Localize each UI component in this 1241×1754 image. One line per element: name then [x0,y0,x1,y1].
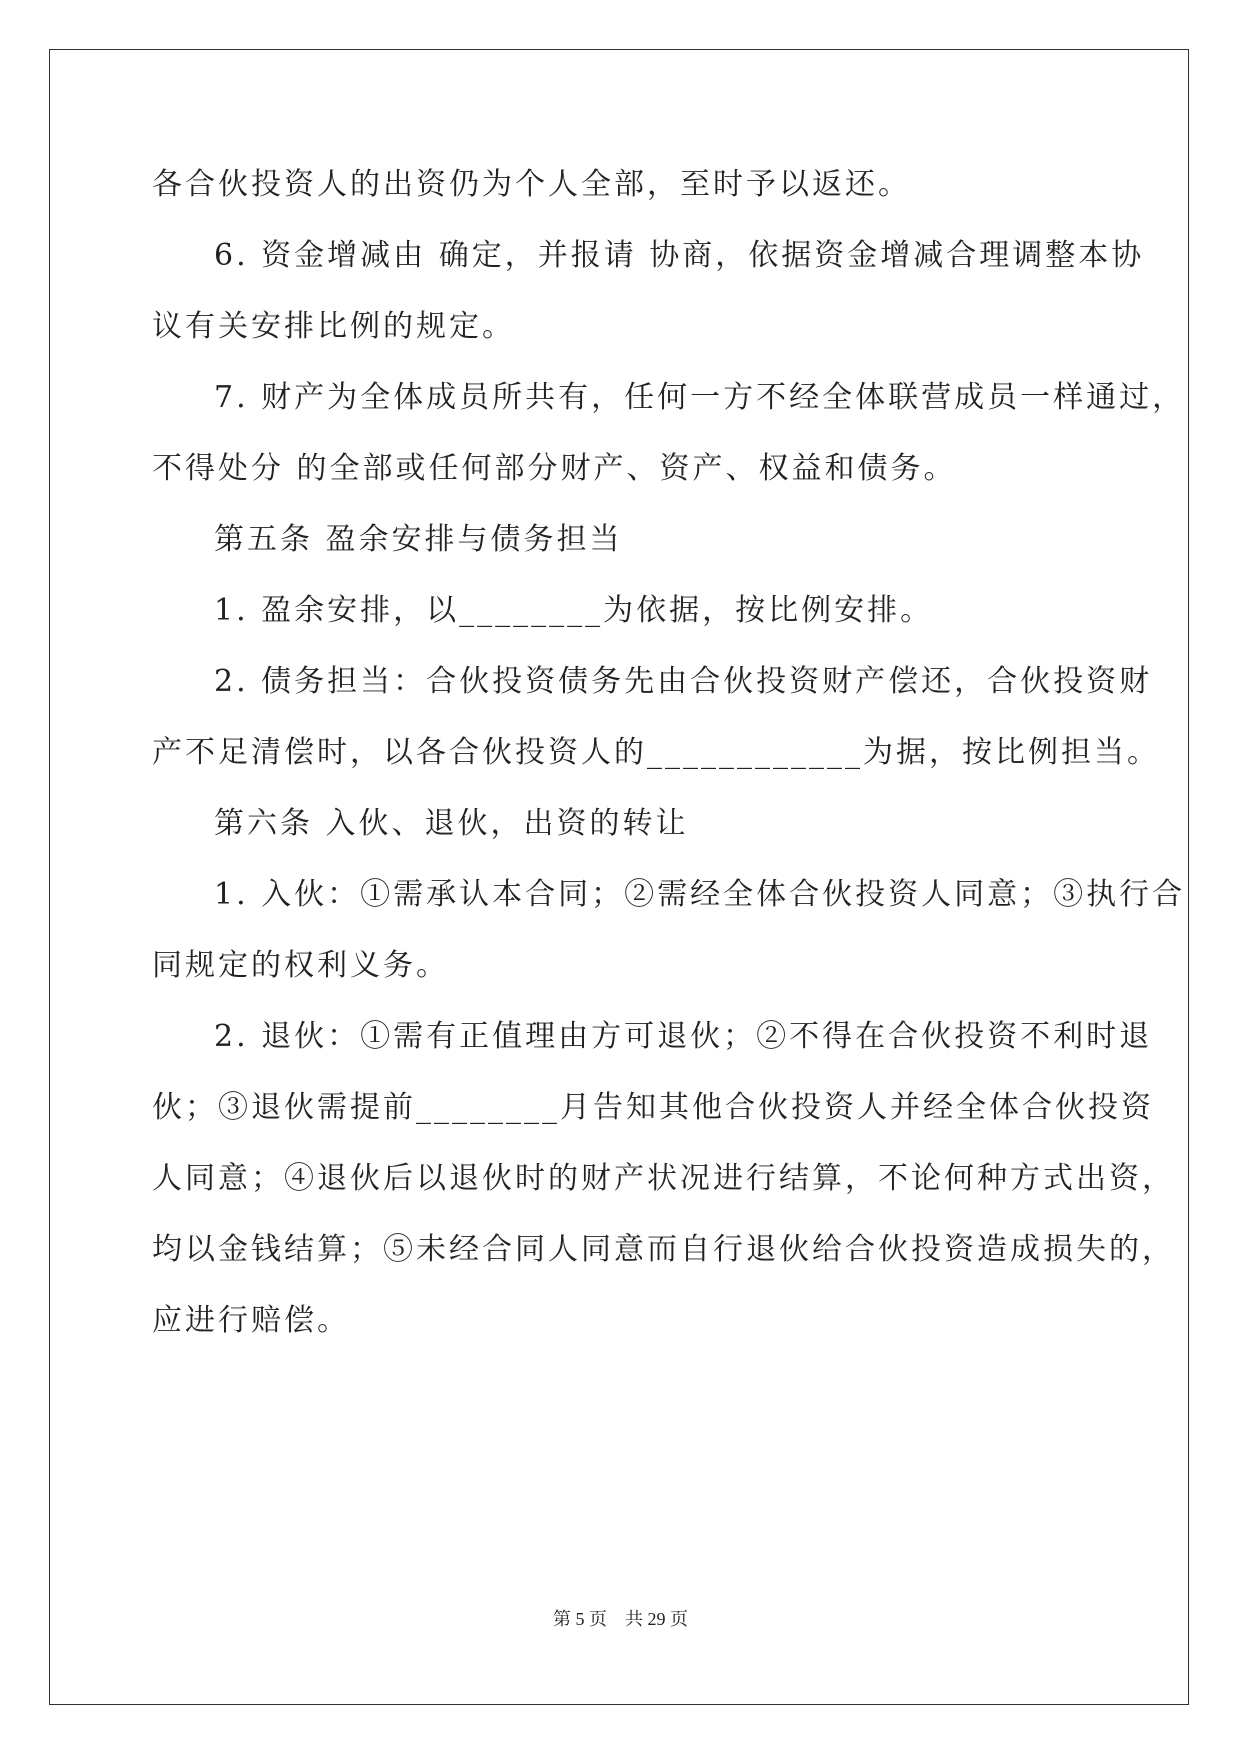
paragraph-line: 2. 债务担当：合伙投资债务先由合伙投资财产偿还，合伙投资财 [214,664,1153,699]
paragraph-line: 人同意；④退伙后以退伙时的财产状况进行结算，不论何种方式出资， [152,1161,1175,1196]
section-heading: 第六条 入伙、退伙，出资的转让 [214,806,689,841]
paragraph-line: 2. 退伙：①需有正值理由方可退伙；②不得在合伙投资不利时退 [214,1019,1153,1054]
paragraph-line: 1. 入伙：①需承认本合同；②需经全体合伙投资人同意；③执行合 [214,877,1186,912]
paragraph-line: 议有关安排比例的规定。 [152,309,515,344]
paragraph-line: 应进行赔偿。 [152,1303,350,1338]
section-heading: 第五条 盈余安排与债务担当 [214,522,623,557]
paragraph-line: 同规定的权利义务。 [152,948,449,983]
paragraph-line: 伙；③退伙需提前________月告知其他合伙投资人并经全体合伙投资 [152,1090,1154,1125]
paragraph-line: 不得处分 的全部或任何部分财产、资产、权益和债务。 [152,451,957,486]
paragraph-line: 1. 盈余安排，以________为依据，按比例安排。 [214,593,934,628]
paragraph-line: 均以金钱结算；⑤未经合同人同意而自行退伙给合伙投资造成损失的， [152,1232,1175,1267]
paragraph-line: 6. 资金增减由 确定，并报请 协商，依据资金增减合理调整本协 [214,238,1145,273]
paragraph-line: 产不足清偿时，以各合伙投资人的____________为据，按比例担当。 [152,735,1160,770]
page-number: 第 5 页 共 29 页 [553,1609,688,1629]
paragraph-line: 7. 财产为全体成员所共有，任何一方不经全体联营成员一样通过， [214,380,1186,415]
paragraph-line: 各合伙投资人的出资仍为个人全部，至时予以返还。 [152,167,911,202]
